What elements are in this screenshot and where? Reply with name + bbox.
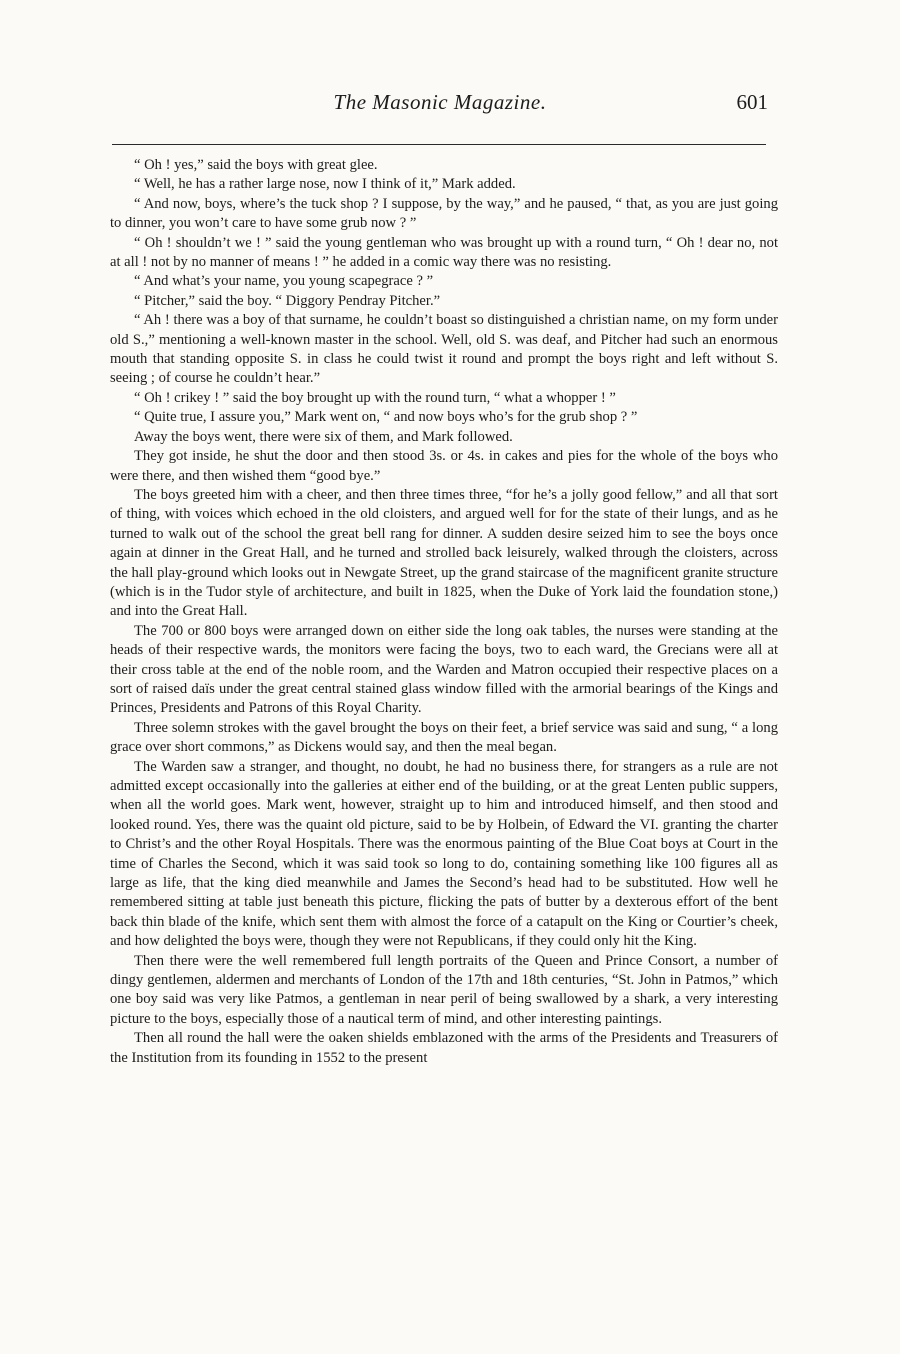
paragraph: Then there were the well remembered full length portraits of the Queen and Prince Consort, a number of dingy gentlemen, aldermen and merchants of London of the 17th and 18th centuries, “St. John in Patmos,” which one boy said was very like Patmos, a gentleman in near peril of being swallowed by a shark, a very interesting picture to the boys, especially those of a nautical term of mind, and other interesting paintings. [110, 952, 778, 1027]
article-body [110, 156, 778, 1068]
paragraph: “ And now, boys, where’s the tuck shop ? I suppose, by the way,” and he paused, “ that, as you are just going to dinner, you won’t care to have some grub now ? ” [110, 195, 778, 232]
paragraph: The boys greeted him with a cheer, and then three times three, “for he’s a jolly good fellow,” and all that sort of thing, with voices which echoed in the old cloisters, and argued well for for the state of their lungs, and as he turned to walk out of the school the great bell rang for dinner. A sudden desire seized him to see the boys once again at dinner in the Great Hall, and he turned and strolled back leisurely, walked through the cloisters, across the hall play-ground which looks out in Newgate Street, up the grand staircase of the magnificent granite structure (which is in the Tudor style of architecture, and built in 1825, when the Duke of York laid the foundation stone,) and into the Great Hall. [110, 486, 778, 620]
paragraph: The Warden saw a stranger, and thought, no doubt, he had no business there, for strangers as a rule are not admitted except occasionally into the galleries at either end of the building, or at the great Lenten public suppers, when all the world goes. Mark went, however, straight up to him and introduced himself, and then stood and looked round. Yes, there was the quaint old picture, said to be by Holbein, of Edward the VI. granting the charter to Christ’s and the other Royal Hospitals. There was the enormous painting of the Blue Coat boys at Court in the time of Charles the Second, which it was said took so long to do, containing something like 100 figures all as large as life, that the king died meanwhile and James the Second’s head had to be substituted. How well he remembered sitting at table just beneath this picture, flicking the pats of butter by a dexterous effort of the bent back thin blade of the knife, which sent them with almost the force of a catapult on the King or Courtier’s cheek, and how delighted the boys were, though they were not Republicans, if they could only hit the King. [110, 758, 778, 950]
paragraph: They got inside, he shut the door and then stood 3s. or 4s. in cakes and pies for the whole of the boys who were there, and then wished them “good bye.” [110, 448, 778, 484]
paragraph: The 700 or 800 boys were arranged down on either side the long oak tables, the nurses were standing at the heads of their respective wards, the monitors were facing the boys, two to each ward, the Grecians were all at their cross table at the end of the noble room, and the Warden and Matron occupied their respective places on a sort of raised daïs under the great central stained glass window filled with the armorial bearings of the Kings and Princes, Presidents and Patrons of this Royal Charity. [110, 622, 778, 717]
page-number: 601 [736, 90, 768, 114]
header-rule [112, 144, 766, 145]
paragraph: “ Oh ! shouldn’t we ! ” said the young gentleman who was brought up with a round turn, “ Oh ! dear no, not at all ! not by no manner of means ! ” he added in a comic way there was no resisting. [110, 234, 778, 271]
page-header [110, 88, 770, 124]
running-title: The Masonic Magazine. [333, 90, 547, 114]
paragraph: “ Ah ! there was a boy of that surname, he couldn’t boast so distinguished a christian name, on my form under old S.,” mentioning a well-known master in the school. Well, old S. was deaf, and Pitcher had such an enormous mouth that standing opposite S. in class he could twist it round and prompt the boys right and left without S. seeing ; of course he couldn’t hear.” [110, 312, 778, 387]
paragraph: Then all round the hall were the oaken shields emblazoned with the arms of the Presidents and Treasurers of the Institution from its founding in 1552 to the present [110, 1030, 778, 1066]
paragraph: “ Pitcher,” said the boy. “ Diggory Pendray Pitcher.” [134, 292, 441, 309]
paragraph: “ Oh ! crikey ! ” said the boy brought up with the round turn, “ what a whopper ! ” [134, 389, 616, 406]
paragraph: “ Oh ! yes,” said the boys with great glee. [134, 157, 378, 173]
paragraph: “ Well, he has a rather large nose, now I think of it,” Mark added. [134, 176, 516, 193]
paragraph: Away the boys went, there were six of them, and Mark followed. [134, 428, 513, 445]
paragraph: Three solemn strokes with the gavel brought the boys on their feet, a brief service was said and sung, “ a long grace over short commons,” as Dickens would say, and then the meal began. [110, 719, 778, 756]
paragraph: “ Quite true, I assure you,” Mark went on, “ and now boys who’s for the grub shop ? ” [134, 409, 638, 426]
paragraph: “ And what’s your name, you young scapegrace ? ” [134, 273, 434, 290]
